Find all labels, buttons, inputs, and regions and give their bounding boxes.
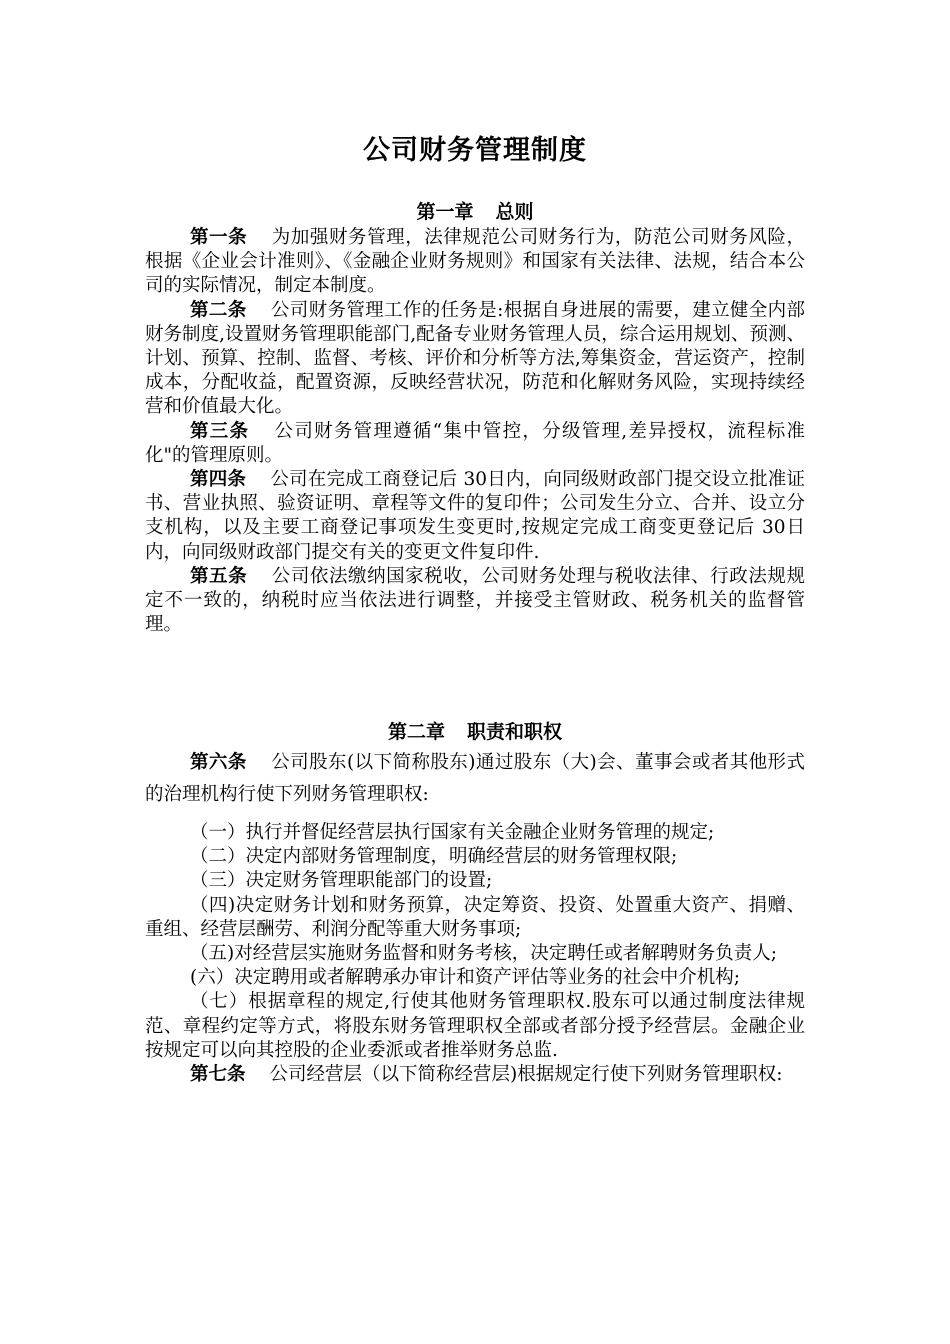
article-6-items <box>145 821 805 1087</box>
article-4-number: 第四条 <box>190 469 247 491</box>
article-5-text: 公司依法缴纳国家税收，公司财务处理与税收法律、行政法规规定不一致的，纳税时应当依法进行调整，并接受主管财政、税务机关的监督管理。 <box>145 565 805 636</box>
article-3 <box>145 420 805 468</box>
chapter-1-body <box>145 226 805 637</box>
article-6-text: 公司股东(以下简称股东)通过股东（大)会、董事会或者其他形式的治理机构行使下列财务管理职权: <box>145 752 805 805</box>
article-6-number: 第六条 <box>190 752 247 773</box>
article-7 <box>145 1063 805 1087</box>
article-3-text: 公司财务管理遵循“集中管控，分级管理,差异授权，流程标准化"的管理原则。 <box>145 420 805 466</box>
article-7-text: 公司经营层（以下简称经营层)根据规定行使下列财务管理职权: <box>269 1064 783 1086</box>
article-1-text: 为加强财务管理，法律规范公司财务行为，防范公司财务风险，根据《企业会计准则》、《金融企业财务规则》和国家有关法律、法规，结合本公司的实际情况，制定本制度。 <box>145 227 805 297</box>
chapter-1-heading <box>145 200 805 224</box>
list-item-3: （三）决定财务管理职能部门的设置; <box>190 870 493 892</box>
article-5 <box>145 565 805 638</box>
article-1 <box>145 226 805 299</box>
list-item-6: (六）决定聘用或者解聘承办审计和资产评估等业务的社会中介机构; <box>190 967 740 989</box>
article-1-number: 第一条 <box>190 227 248 248</box>
article-3-number: 第三条 <box>190 420 250 442</box>
chapter-2-heading <box>145 720 805 744</box>
article-4-text: 公司在完成工商登记后 30日内，向同级财政部门提交设立批准证书、营业执照、验资证明、章程等文件的复印件；公司发生分立、合并、设立分支机构，以及主要工商登记事项发生变更时,按规定完成工商变更登记后 30日内，向同级财政部门提交有关的变更文件复印件. <box>145 469 805 563</box>
article-5-number: 第五条 <box>190 565 248 587</box>
chapter-1-name: 总则 <box>495 201 534 223</box>
article-4 <box>145 468 805 565</box>
chapter-2-name: 职责和职权 <box>467 721 563 743</box>
article-2-number: 第二条 <box>190 299 247 321</box>
list-item-1: （一）执行并督促经营层执行国家有关金融企业财务管理的规定; <box>190 822 715 843</box>
article-6 <box>145 747 805 811</box>
article-7-number: 第七条 <box>190 1064 246 1086</box>
list-item-5: （五)对经营层实施财务监督和财务考核，决定聘任或者解聘财务负责人; <box>190 943 777 965</box>
chapter-1-number: 第一章 <box>416 201 474 223</box>
article-2-text: 公司财务管理工作的任务是:根据自身进展的需要，建立健全内部财务制度,设置财务管理职能部门,配备专业财务管理人员，综合运用规划、预测、计划、预算、控制、监督、考核、评价和分析等方法,筹集资金，营运资产，控制成本，分配收益，配置资源，反映经营状况，防范和化解财务风险，实现持续经营和价值最大化。 <box>145 299 805 418</box>
article-2 <box>145 299 805 420</box>
chapter-2-number: 第二章 <box>387 721 445 743</box>
article-6-block <box>145 747 805 811</box>
list-item-2: （二）决定内部财务管理制度，明确经营层的财务管理权限; <box>190 846 678 868</box>
list-item-4: （四)决定财务计划和财务预算，决定筹资、投资、处置重大资产、捐赠、重组、经营层酬劳、利润分配等重大财务事项; <box>145 894 805 940</box>
document-title: 公司财务管理制度 <box>363 135 587 166</box>
list-item-7: （七）根据章程的规定,行使其他财务管理职权.股东可以通过制度法律规范、章程约定等方式，将股东财务管理职权全部或者部分授予经营层。金融企业按规定可以向其控股的企业委派或者推举财务总监. <box>145 991 805 1061</box>
